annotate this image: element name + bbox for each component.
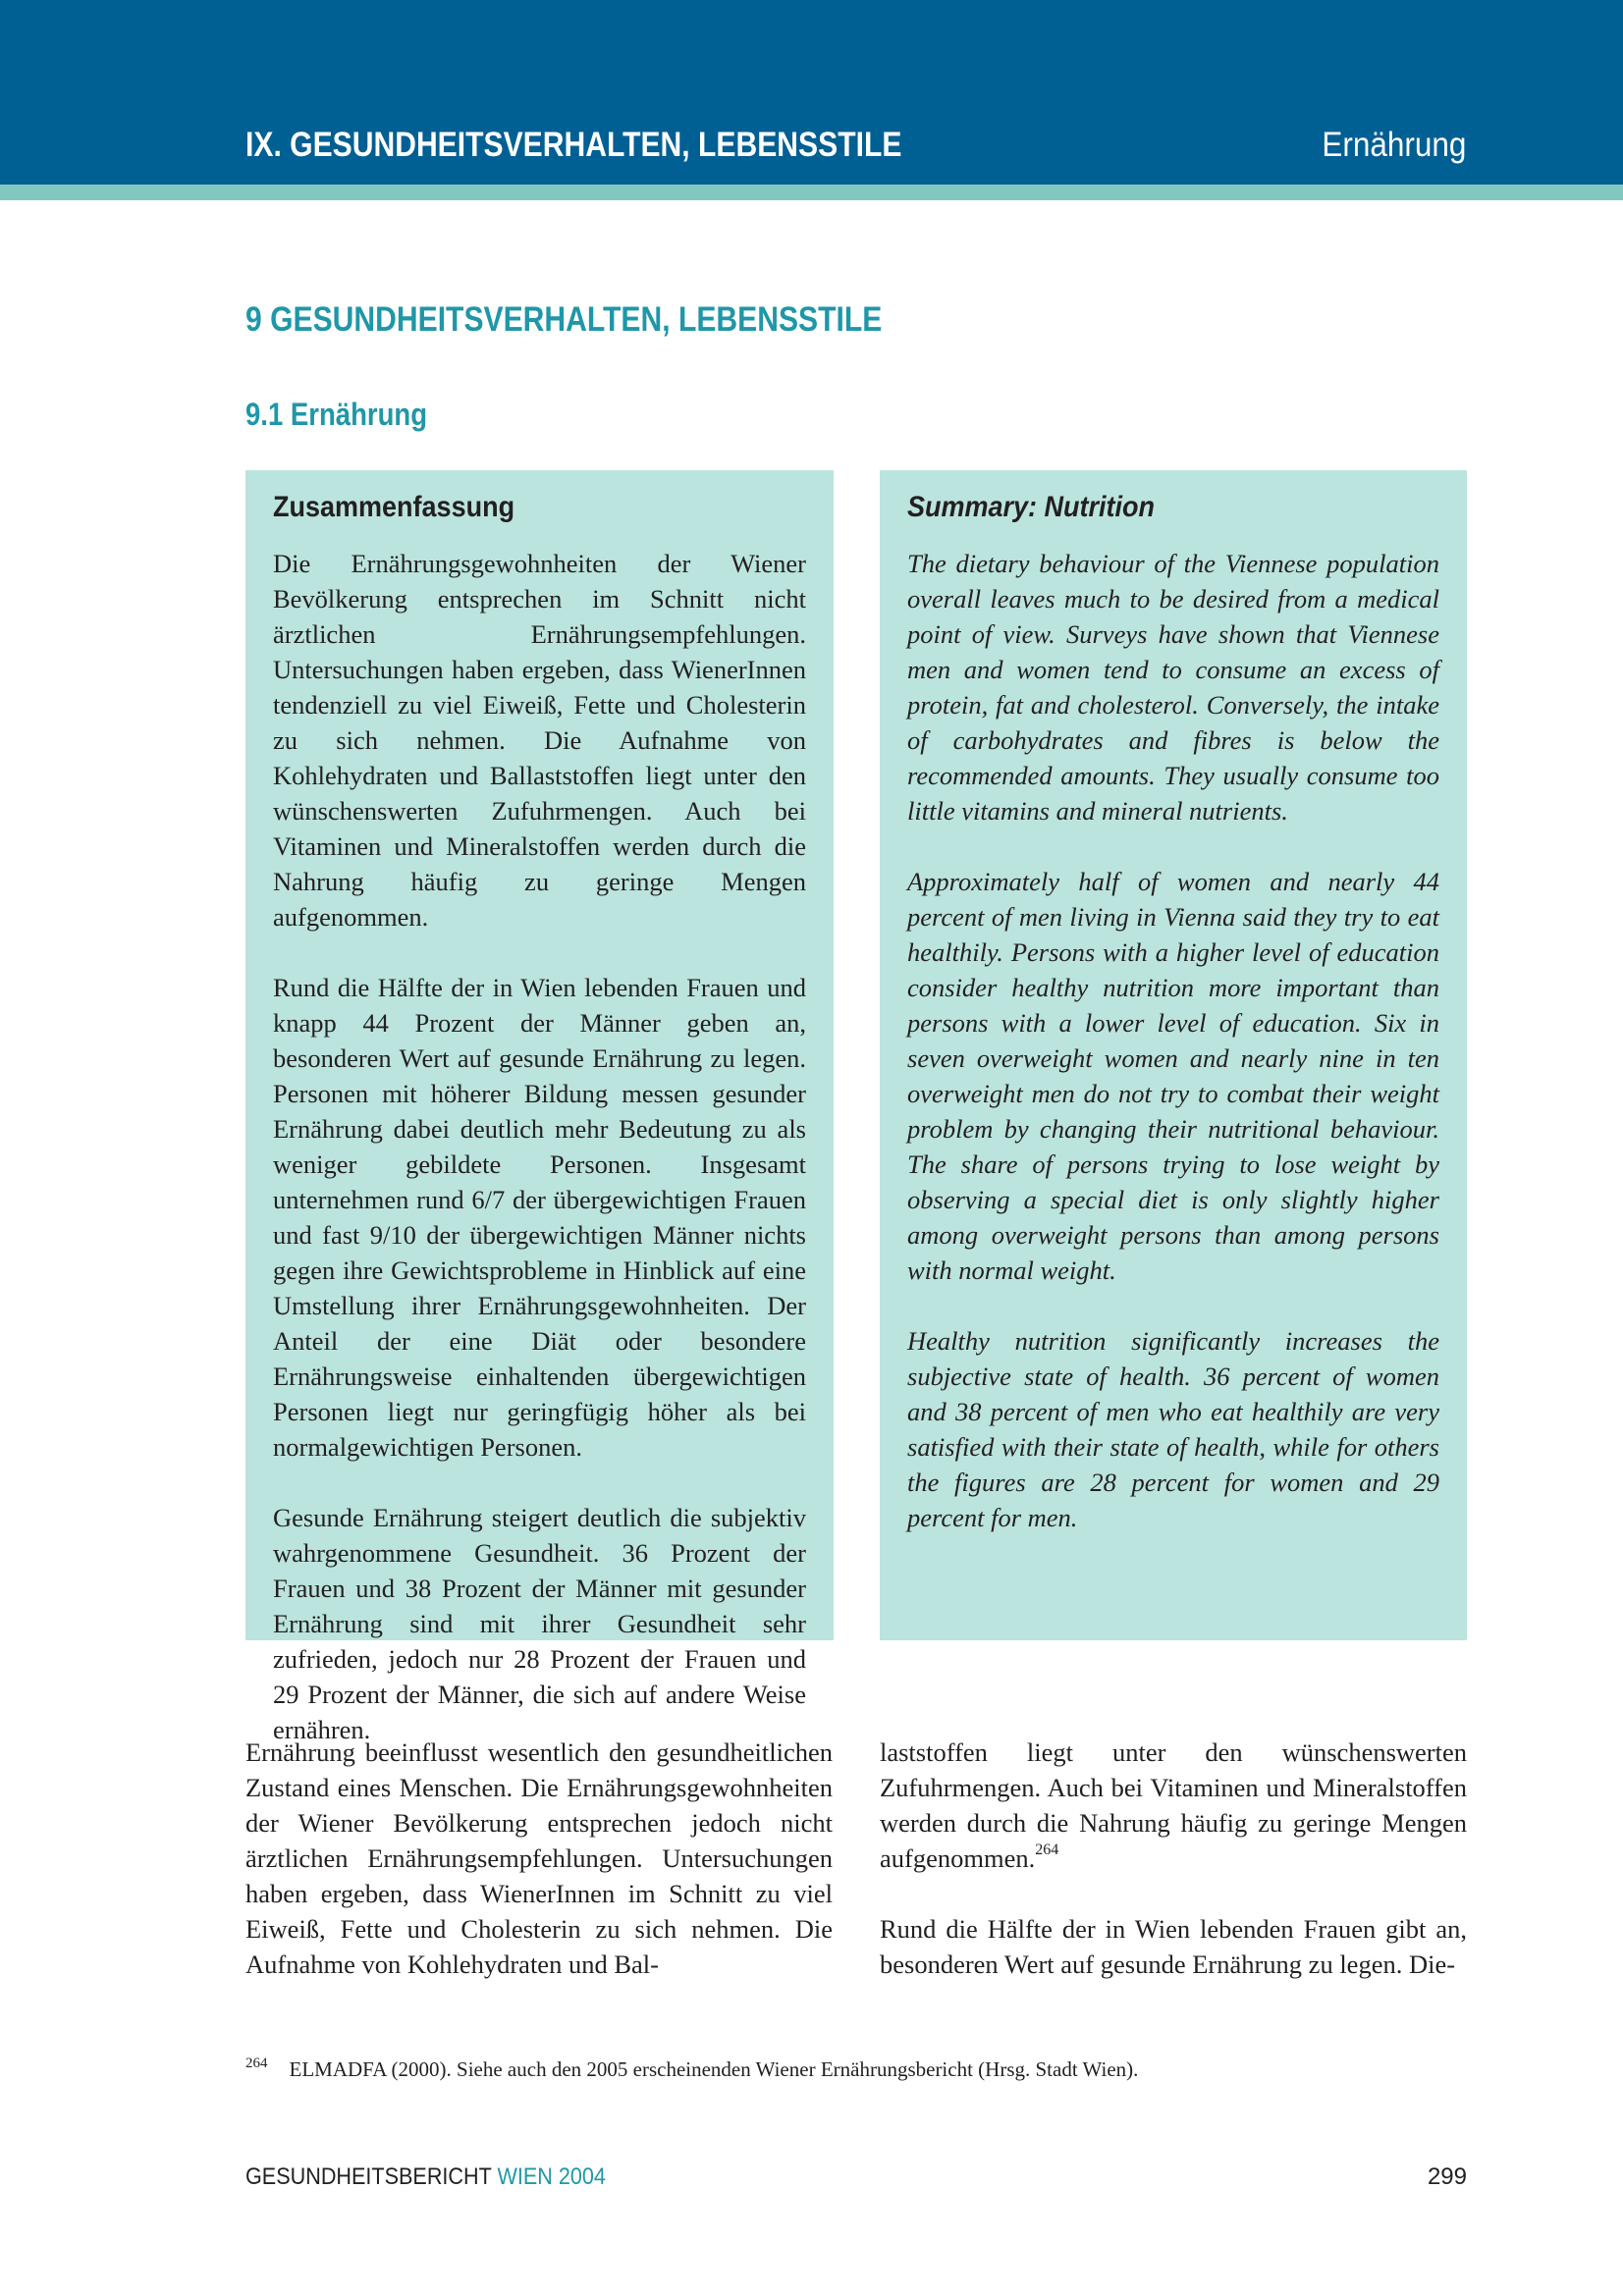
body-paragraph-text: laststoffen liegt unter den wünschenswerten Zufuhrmengen. Auch bei Vitaminen und Mineralstoffen werden durch die Nahrung häufig zu geringe Mengen aufgenommen.: [880, 1737, 1467, 1873]
chapter-title: 9 GESUNDHEITSVERHALTEN, LEBENSSTILE: [245, 300, 883, 339]
summary-box-english: [880, 470, 1467, 1640]
summary-paragraph: Gesunde Ernährung steigert deutlich die subjektiv wahrgenommene Gesundheit. 36 Prozent der Frauen und 38 Prozent der Männer mit gesunder Ernährung sind mit ihrer Gesundheit sehr zufrieden, jedoch nur 28 Prozent der Frauen und 29 Prozent der Männer, die sich auf andere Weise ernähren.: [273, 1503, 806, 1744]
body-column-left: [245, 1735, 833, 1982]
footer-report-title: [245, 2161, 606, 2194]
footnote-text: ELMADFA (2000). Siehe auch den 2005 erscheinenden Wiener Ernährungsbericht (Hrsg. Stadt Wien).: [289, 2057, 1139, 2081]
summary-paragraph: The dietary behaviour of the Viennese population overall leaves much to be desired from a medical point of view. Surveys have shown that Viennese men and women tend to consume an excess of protein, fat and cholesterol. Conversely, the intake of carbohydrates and fibres is below the recommended amounts. They usually consume too little vitamins and mineral nutrients.: [907, 549, 1439, 826]
summary-paragraph: Die Ernährungsgewohnheiten der Wiener Bevölkerung entsprechen im Schnitt nicht ärztlichen Ernährungsempfehlungen. Untersuchungen haben ergeben, dass WienerInnen tendenziell zu viel Eiweiß, Fette und Cholesterin zu sich nehmen. Die Aufnahme von Kohlehydraten und Ballaststoffen liegt unter den wünschenswerten Zufuhrmengen. Auch bei Vitaminen und Mineralstoffen werden durch die Nahrung häufig zu geringe Mengen aufgenommen.: [273, 549, 806, 932]
section-title: 9.1 Ernährung: [245, 397, 428, 432]
body-paragraph: Rund die Hälfte der in Wien lebenden Frauen gibt an, besonderen Wert auf gesunde Ernährung zu legen. Die-: [880, 1914, 1467, 1979]
footnote-number: 264: [245, 2056, 268, 2071]
summary-heading-german: Zusammenfassung: [273, 491, 515, 523]
footer-report-accent: WIEN 2004: [497, 2163, 606, 2190]
summary-paragraph: Approximately half of women and nearly 44 percent of men living in Vienna said they try to eat healthily. Persons with a higher level of education consider healthy nutrition more important than persons with a lower level of education. Six in seven overweight women and nearly nine in ten overweight men do not try to combat their weight problem by changing their nutritional behaviour. The share of persons trying to lose weight by observing a special diet is only slightly higher among overweight persons than among persons with normal weight.: [907, 867, 1439, 1285]
summary-paragraph: Rund die Hälfte der in Wien lebenden Frauen und knapp 44 Prozent der Männer geben an, besonderen Wert auf gesunde Ernährung zu legen. Personen mit höherer Bildung messen gesunder Ernährung dabei deutlich mehr Bedeutung zu als weniger gebildete Personen. Insgesamt unternehmen rund 6/7 der übergewichtigen Frauen und fast 9/10 der übergewichtigen Männer nichts gegen ihre Gewichtsprobleme in Hinblick auf eine Umstellung ihrer Ernährungsgewohnheiten. Der Anteil der eine Diät oder besondere Ernährungsweise einhaltenden übergewichtigen Personen liegt nur geringfügig höher als bei normalgewichtigen Personen.: [273, 973, 806, 1462]
footer-report-label: GESUNDHEITSBERICHT: [245, 2163, 492, 2190]
footnote-reference: 264: [1035, 1842, 1059, 1859]
header-stripe: [0, 185, 1623, 200]
body-paragraph: [880, 1735, 1467, 1876]
summary-paragraph: Healthy nutrition significantly increases the subjective state of health. 36 percent of women and 38 percent of men who eat healthily are very satisfied with their state of health, while for others the figures are 28 percent for women and 29 percent for men.: [907, 1326, 1439, 1532]
running-header-chapter: IX. GESUNDHEITSVERHALTEN, LEBENSSTILE: [245, 126, 902, 164]
summary-box-german: [245, 470, 834, 1744]
running-header-section: Ernährung: [1321, 126, 1466, 164]
body-column-right: [880, 1735, 1467, 2017]
body-paragraph: Ernährung beeinflusst wesentlich den gesundheitlichen Zustand eines Menschen. Die Ernährungsgewohnheiten der Wiener Bevölkerung entsprechen jedoch nicht ärztlichen Ernährungsempfehlungen. Untersuchungen haben ergeben, dass WienerInnen im Schnitt zu viel Eiweiß, Fette und Cholesterin zu sich nehmen. Die Aufnahme von Kohlehydraten und Bal-: [245, 1737, 833, 1979]
page-number: 299: [1427, 2163, 1467, 2190]
summary-heading-english: Summary: Nutrition: [907, 491, 1156, 523]
footnote: [245, 2047, 1473, 2086]
